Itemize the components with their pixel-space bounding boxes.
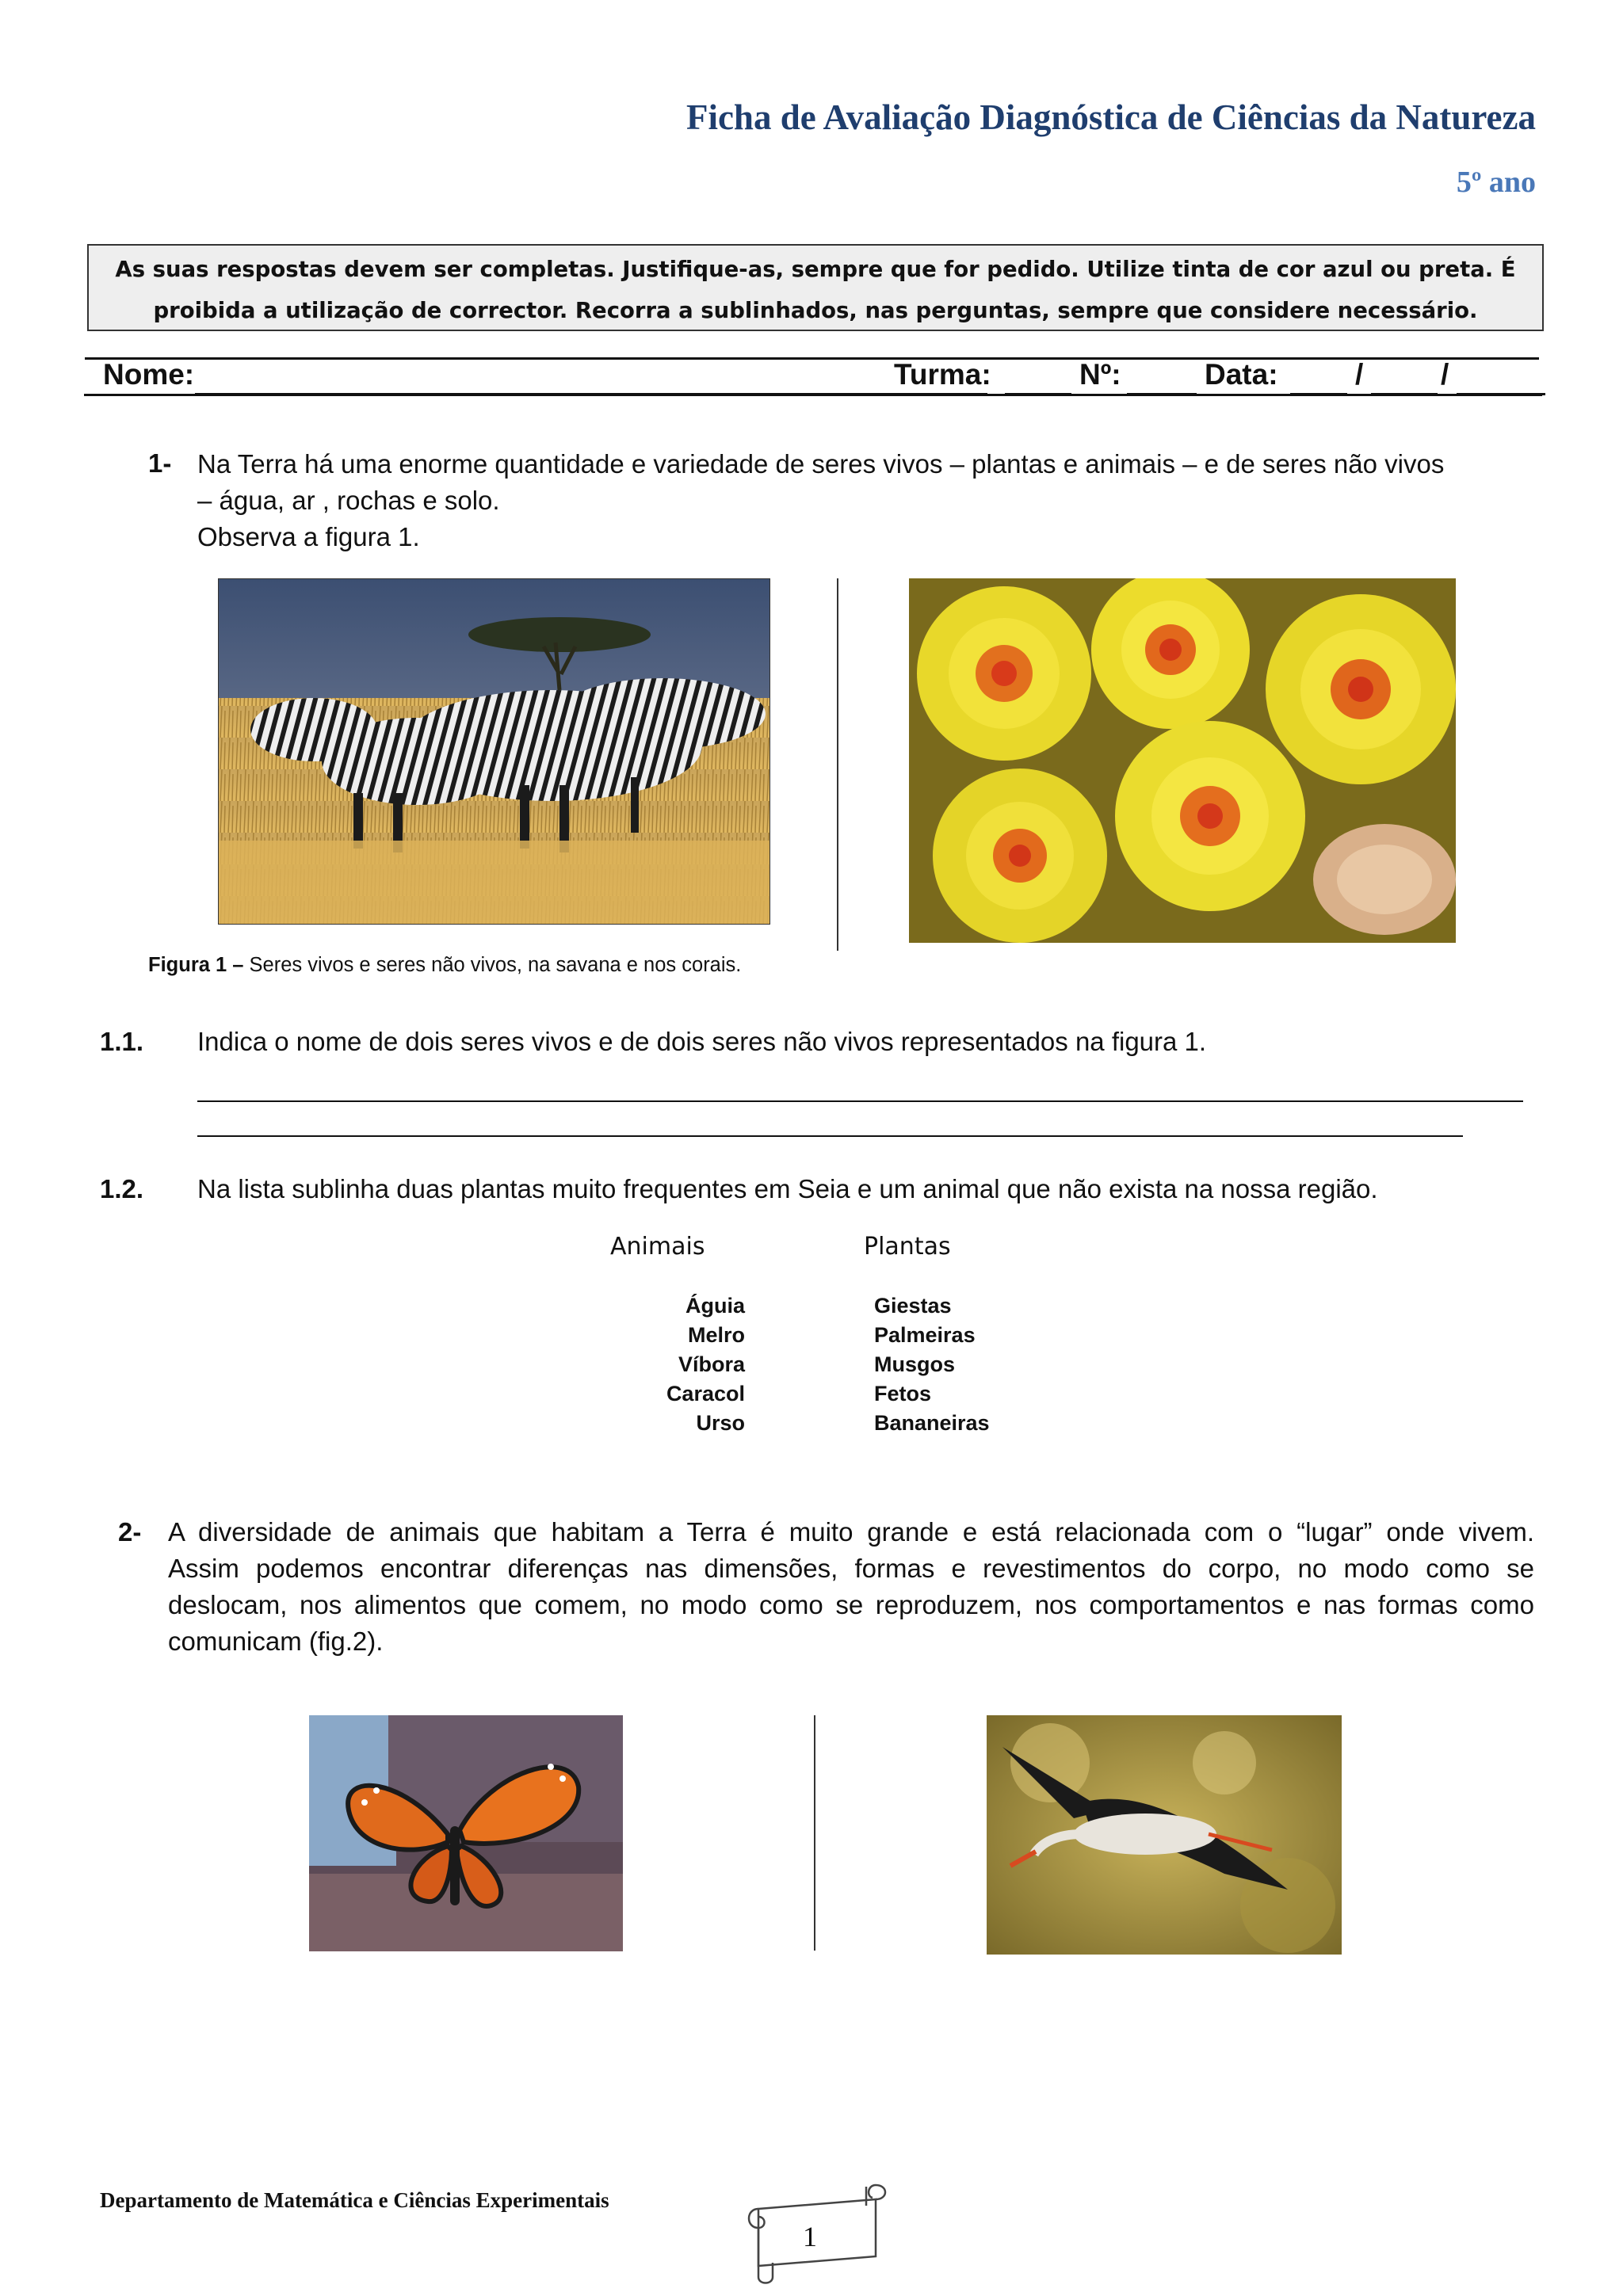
question-1-1-text: Indica o nome de dois seres vivos e de dois seres não vivos representados na figura 1. [197,1027,1207,1056]
question-1-2-text: Na lista sublinha duas plantas muito frequentes em Seia e um animal que não exista na nossa região. [197,1174,1378,1203]
instructions-box [87,244,1544,331]
animals-column-header: Animais [610,1233,705,1261]
number-label: Nº: [1079,358,1121,391]
figure-1-divider [837,578,838,951]
class-label: Turma: [894,358,991,391]
question-1-number: 1- [148,448,172,478]
document-title: Ficha de Avaliação Diagnóstica de Ciências da Natureza [685,97,1536,137]
question-2-line-2: Assim podemos encontrar diferenças nas dimensões, formas e revestimentos do corpo, no modo como se [168,1554,1534,1583]
zebras-savanna-photo [218,578,770,925]
corals-photo [909,578,1456,943]
question-2-text [168,1514,1534,1660]
answer-line-1[interactable] [197,1100,1523,1102]
date-label: Data: [1205,358,1278,391]
stork-photo [987,1715,1342,1955]
plant-item[interactable]: Musgos [874,1352,956,1376]
date-separator: / [1355,358,1364,391]
department-name: Departamento de Matemática e Ciências Experimentais [100,2188,609,2212]
plant-item[interactable]: Palmeiras [874,1323,976,1347]
question-2-number: 2- [118,1517,142,1547]
question-1-2-number: 1.2. [100,1174,144,1203]
page-number: 1 [803,2221,817,2252]
figure-2-divider [814,1715,815,1951]
plant-item[interactable]: Bananeiras [874,1411,990,1435]
student-info-line [103,358,1545,398]
answer-line-2[interactable] [197,1135,1463,1137]
instructions-line-1: As suas respostas devem ser completas. Justifique-as, sempre que for pedido. Utilize tinta de cor azul ou preta. É [115,257,1516,282]
animal-item[interactable]: Urso [696,1411,745,1435]
grade-label: 5º ano [1456,166,1536,199]
date-separator: / [1441,358,1449,391]
question-1-line-1: Na Terra há uma enorme quantidade e variedade de seres vivos – plantas e animais – e de seres não vivos [197,449,1445,479]
plant-item[interactable]: Fetos [874,1382,932,1405]
animal-item[interactable]: Víbora [678,1352,745,1376]
question-1-line-2: – água, ar , rochas e solo. [197,486,500,515]
figure-1-caption-label: Figura 1 – [148,954,244,976]
plant-item[interactable]: Giestas [874,1294,952,1318]
animal-item[interactable]: Águia [685,1294,745,1318]
question-2-line-3: deslocam, nos alimentos que comem, no modo como se reproduzem, nos comportamentos e nas formas como [168,1590,1534,1619]
animals-list [586,1291,745,1438]
figure-1-caption-text: Seres vivos e seres não vivos, na savana e nos corais. [249,954,742,976]
question-2-line-1: A diversidade de animais que habitam a Terra é muito grande e está relacionada com o “lugar” onde vivem. [168,1517,1534,1547]
question-1-text [197,446,1444,555]
butterfly-photo [309,1715,623,1951]
instructions-line-2: proibida a utilização de corrector. Recorra a sublinhados, nas perguntas, sempre que considere necessário. [153,298,1478,323]
question-1-line-3: Observa a figura 1. [197,522,420,551]
page-number-scroll [741,2177,892,2288]
animal-item[interactable]: Caracol [666,1382,745,1405]
question-2-line-4: comunicam (fig.2). [168,1627,384,1656]
plants-list [874,1291,1080,1438]
question-1-1-number: 1.1. [100,1027,144,1056]
figure-1-caption [148,954,741,977]
name-label: Nome: [103,358,195,391]
animal-item[interactable]: Melro [687,1323,745,1347]
plants-column-header: Plantas [864,1233,951,1261]
info-underline [84,394,1542,396]
